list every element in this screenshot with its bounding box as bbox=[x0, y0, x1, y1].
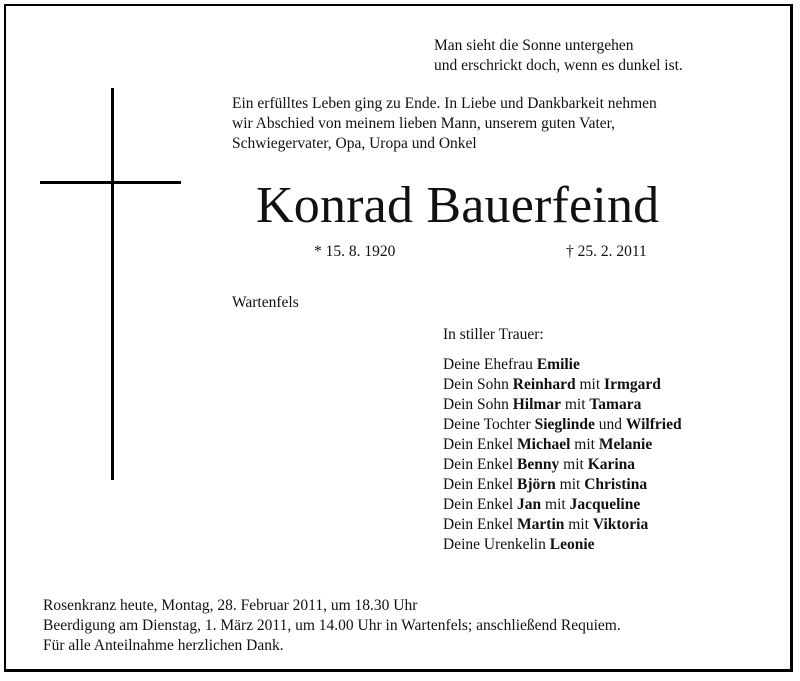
family-member: Dein Enkel Benny mit Karina bbox=[443, 456, 636, 473]
family-member: Dein Sohn Reinhard mit Irmgard bbox=[443, 376, 661, 393]
family-list bbox=[443, 355, 682, 555]
intro-line-2: wir Abschied von meinem lieben Mann, unserem guten Vater, bbox=[232, 115, 616, 132]
thanks-line: Für alle Anteilnahme herzlichen Dank. bbox=[43, 637, 284, 654]
family-member: Dein Enkel Michael mit Melanie bbox=[443, 436, 653, 453]
funeral-line: Beerdigung am Dienstag, 1. März 2011, um 14.00 Uhr in Wartenfels; anschließend Requiem. bbox=[43, 617, 621, 634]
intro-line-3: Schwiegervater, Opa, Uropa und Onkel bbox=[232, 135, 477, 152]
place: Wartenfels bbox=[232, 294, 299, 311]
family-member: Dein Enkel Martin mit Viktoria bbox=[443, 516, 649, 533]
closing-text bbox=[43, 596, 621, 656]
obituary-card bbox=[4, 4, 793, 672]
family-member: Deine Ehefrau Emilie bbox=[443, 356, 580, 373]
family-member: Dein Enkel Björn mit Christina bbox=[443, 476, 648, 493]
family-member: Deine Urenkelin Leonie bbox=[443, 536, 595, 553]
death-date: † 25. 2. 2011 bbox=[566, 243, 647, 260]
intro-text bbox=[232, 94, 657, 154]
intro-line-1: Ein erfülltes Leben ging zu Ende. In Liebe und Dankbarkeit nehmen bbox=[232, 95, 657, 112]
birth-date: * 15. 8. 1920 bbox=[314, 243, 396, 260]
cross-vertical-bar bbox=[111, 88, 114, 480]
quote-line-1: Man sieht die Sonne untergehen bbox=[434, 37, 634, 54]
family-member: Dein Sohn Hilmar mit Tamara bbox=[443, 396, 642, 413]
rosary-line: Rosenkranz heute, Montag, 28. Februar 2011, um 18.30 Uhr bbox=[43, 597, 418, 614]
mourning-label: In stiller Trauer: bbox=[443, 326, 544, 343]
quote-line-2: und erschrickt doch, wenn es dunkel ist. bbox=[434, 57, 683, 74]
cross-horizontal-bar bbox=[40, 181, 181, 184]
deceased-name: Konrad Bauerfeind bbox=[256, 177, 660, 234]
quote bbox=[434, 36, 683, 76]
family-member: Dein Enkel Jan mit Jacqueline bbox=[443, 496, 641, 513]
family-member: Deine Tochter Sieglinde und Wilfried bbox=[443, 416, 682, 433]
